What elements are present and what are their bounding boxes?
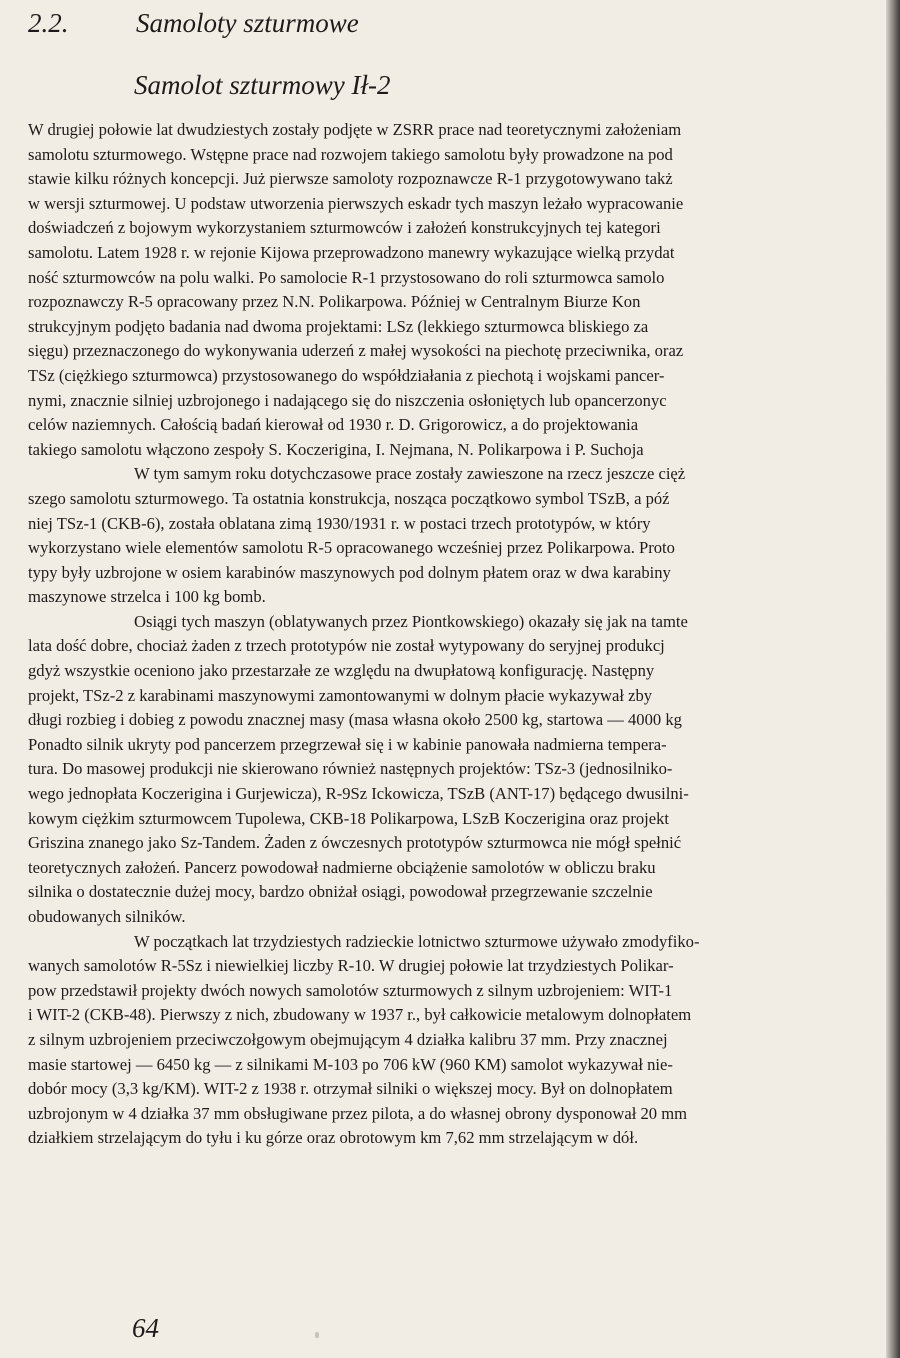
text-line: szego samolotu szturmowego. Ta ostatnia konstrukcja, nosząca początkowo symbol TSzB, a póź <box>28 488 670 508</box>
text-line: samolotu szturmowego. Wstępne prace nad rozwojem takiego samolotu były prowadzone na pod <box>28 144 673 164</box>
text-line: z silnym uzbrojeniem przeciwczołgowym obejmującym 4 działka kalibru 37 mm. Przy znacznej <box>28 1029 668 1049</box>
text-line: rozpoznawczy R-5 opracowany przez N.N. Polikarpowa. Później w Centralnym Biurze Kon <box>28 292 641 312</box>
text-line: kowym ciężkim szturmowcem Tupolewa, CKB-18 Polikarpowa, LSzB Koczerigina oraz projekt <box>28 808 670 828</box>
text-line: projekt, TSz-2 z karabinami maszynowymi zamontowanymi w dolnym płacie wykazywał zby <box>28 685 653 705</box>
paragraph-start-line: W tym samym roku dotychczasowe prace zostały zawieszone na rzecz jeszcze cięż <box>134 464 686 484</box>
text-line: doświadczeń z bojowym wykorzystaniem szturmowców i założeń konstrukcyjnych tej kategori <box>28 218 661 238</box>
text-line: sięgu) przeznaczonego do wykonywania uderzeń z małej wysokości na piechotę przeciwnika, oraz <box>28 341 684 361</box>
text-line: strukcyjnym podjęto badania nad dwoma projektami: LSz (lekkiego szturmowca bliskiego za <box>28 316 649 336</box>
text-line: gdyż wszystkie oceniono jako przestarzałe ze względu na dwupłatową konfigurację. Następny <box>28 661 655 681</box>
text-line: tura. Do masowej produkcji nie skierowano również następnych projektów: TSz-3 (jednosilniko- <box>28 759 673 779</box>
text-line: W drugiej połowie lat dwudziestych zostały podjęte w ZSRR prace nad teoretycznymi założeniam <box>28 120 682 139</box>
text-line: wykorzystano wiele elementów samolotu R-5 opracowanego wcześniej przez Polikarpowa. Proto <box>28 538 675 558</box>
text-line: wego jednopłata Koczerigina i Gurjewicza), R-9Sz Ickowicza, TSzB (ANT-17) będącego dwusilni- <box>28 784 689 804</box>
text-line: w wersji szturmowej. U podstaw utworzenia pierwszych eskadr tych maszyn leżało wypracowanie <box>28 193 684 213</box>
text-line: teoretycznych założeń. Pancerz powodował nadmierne obciążenie samolotów w obliczu braku <box>28 857 656 877</box>
section-number: 2.2. <box>28 8 69 38</box>
text-line: samolotu. Latem 1928 r. w rejonie Kijowa przeprowadzono manewry wykazujące wielką przydat <box>28 242 675 262</box>
text-line: masie startowej — 6450 kg — z silnikami M-103 po 706 kW (960 KM) samolot wykazywał nie- <box>28 1054 673 1074</box>
section-title: Samoloty szturmowe <box>136 8 359 38</box>
paper-speck <box>315 1332 319 1338</box>
text-line: uzbrojonym w 4 działka 37 mm obsługiwane przez pilota, a do własnej obrony dysponował 20 mm <box>28 1103 688 1123</box>
text-line: i WIT-2 (CKB-48). Pierwszy z nich, zbudowany w 1937 r., był całkowicie metalowym dolnopłatem <box>28 1005 692 1025</box>
text-line: typy były uzbrojone w osiem karabinów maszynowych pod dolnym płatem oraz w dwa karabiny <box>28 562 671 582</box>
text-line: wanych samolotów R-5Sz i niewielkiej liczby R-10. W drugiej połowie lat trzydziestych Polikar- <box>28 956 674 976</box>
text-line: TSz (ciężkiego szturmowca) przystosowanego do współdziałania z piechotą i wojskami pancer- <box>28 365 665 385</box>
subsection-heading: Samolot szturmowy Ił-2 <box>134 70 391 100</box>
text-line: długi rozbieg i dobieg z powodu znacznej masy (masa własna około 2500 kg, startowa — 4000 kg <box>28 710 682 730</box>
text-line: ność szturmowców na polu walki. Po samolocie R-1 przystosowano do roli szturmowca samolo <box>28 267 665 287</box>
text-line: działkiem strzelającym do tyłu i ku górze oraz obrotowym km 7,62 mm strzelającym w dół. <box>28 1128 639 1148</box>
text-line: maszynowe strzelca i 100 kg bomb. <box>28 587 266 607</box>
text-line: nymi, znacznie silniej uzbrojonego i nadającego się do niszczenia osłoniętych lub opancerzonyc <box>28 390 667 410</box>
text-line: silnika o dostatecznie dużej mocy, bardzo obniżał osiągi, powodował przegrzewanie szczelnie <box>28 882 653 902</box>
book-spine-shadow <box>886 0 900 1358</box>
text-line: pow przedstawił projekty dwóch nowych samolotów szturmowych z silnym uzbrojeniem: WIT-1 <box>28 980 673 1000</box>
body-text <box>28 118 896 1151</box>
page-number: 64 <box>132 1313 159 1343</box>
paragraph-start-line: Osiągi tych maszyn (oblatywanych przez Piontkowskiego) okazały się jak na tamte <box>134 611 688 631</box>
section-heading <box>28 8 359 39</box>
text-line: celów naziemnych. Całością badań kierował od 1930 r. D. Grigorowicz, a do projektowania <box>28 415 639 435</box>
text-line: lata dość dobre, chociaż żaden z trzech prototypów nie został wytypowany do seryjnej produkcj <box>28 636 665 656</box>
text-line: niej TSz-1 (CKB-6), została oblatana zimą 1930/1931 r. w postaci trzech prototypów, w który <box>28 513 651 533</box>
text-line: stawie kilku różnych koncepcji. Już pierwsze samoloty rozpoznawcze R-1 przygotowywano takż <box>28 169 673 189</box>
text-line: obudowanych silników. <box>28 907 186 926</box>
text-line: Griszina znanego jako Sz-Tandem. Żaden z ówczesnych prototypów szturmowca nie mógł spełnić <box>28 833 682 853</box>
text-line: takiego samolotu włączono zespoły S. Koczerigina, I. Nejmana, N. Polikarpowa i P. Suchoja <box>28 439 644 459</box>
text-line: Ponadto silnik ukryty pod pancerzem przegrzewał się i w kabinie panowała nadmierna tempera- <box>28 734 667 754</box>
paragraph-start-line: W początkach lat trzydziestych radzieckie lotnictwo szturmowe używało zmodyfiko- <box>134 931 700 951</box>
text-line: dobór mocy (3,3 kg/KM). WIT-2 z 1938 r. otrzymał silniki o większej mocy. Był on dolnopłatem <box>28 1079 673 1099</box>
